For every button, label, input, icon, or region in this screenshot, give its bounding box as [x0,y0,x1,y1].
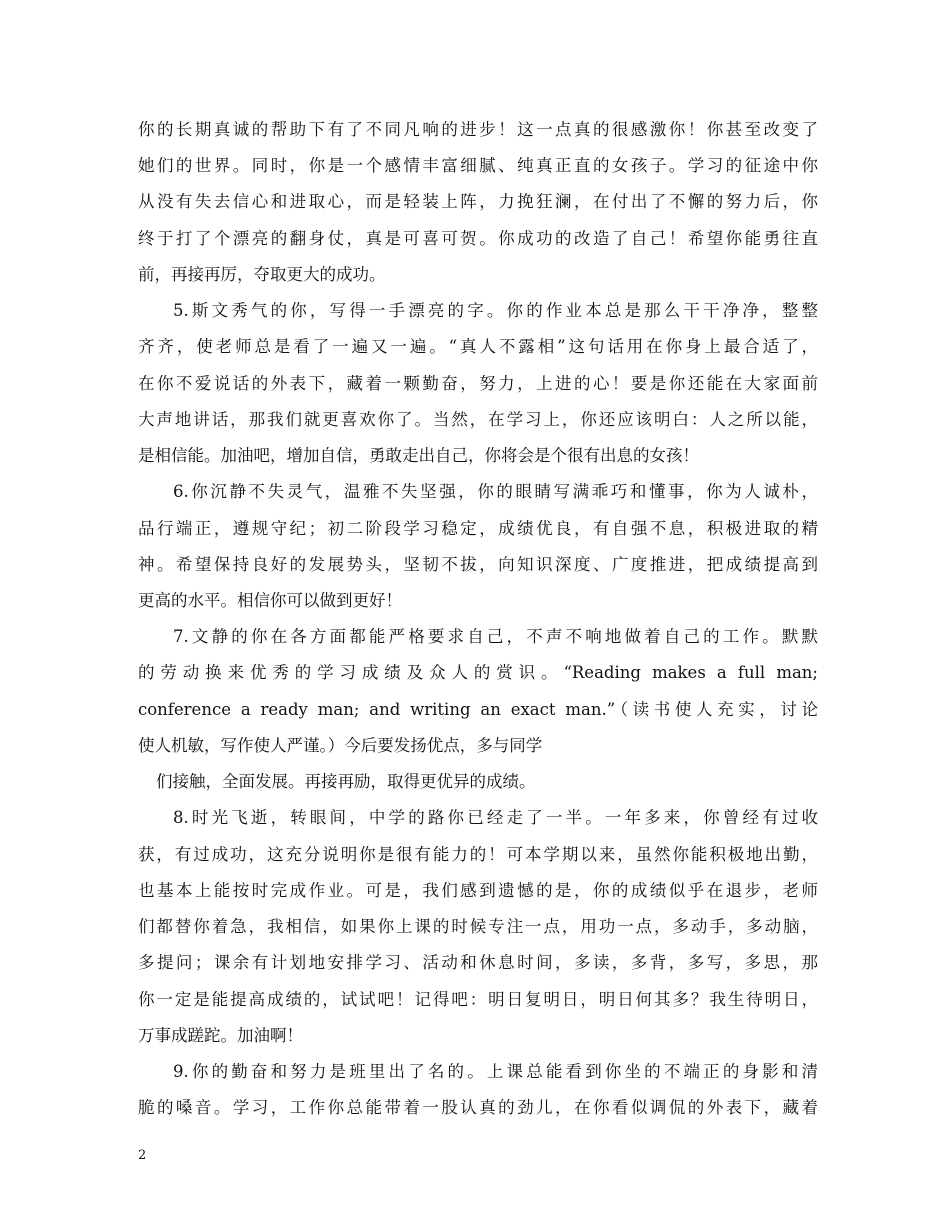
text-line: 从没有失去信心和进取心，而是轻装上阵，力挽狂澜，在付出了不懈的努力后，你 [138,192,818,211]
text-line: 是相信能。加油吧，增加自信，勇敢走出自己，你将会是个很有出息的女孩！ [138,446,699,465]
page-number: 2 [138,1148,147,1163]
text-line: 们都替你着急，我相信，如果你上课的时候专注一点，用功一点，多动手，多动脑， [138,917,818,936]
text-line: 大声地讲话，那我们就更喜欢你了。当然，在学习上，你还应该明白：人之所以能， [138,410,818,429]
paragraph-start-8: 8.时光飞逝，转眼间，中学的路你已经走了一半。一年多来，你曾经有过收 [173,808,818,827]
text-line: 终于打了个漂亮的翻身仗，真是可喜可贺。你成功的改造了自己！希望你能勇往直 [138,229,818,248]
text-line: 更高的水平。相信你可以做到更好！ [138,591,402,610]
text-line: 齐齐，使老师总是看了一遍又一遍。“真人不露相”这句话用在你身上最合适了， [138,337,818,356]
text-line: 也基本上能按时完成作业。可是，我们感到遗憾的是，你的成绩似乎在退步，老师 [138,881,818,900]
text-line: 万事成蹉跎。加油啊！ [138,1026,303,1045]
text-line: 在你不爱说话的外表下，藏着一颗勤奋，努力，上进的心！要是你还能在大家面前 [138,374,818,393]
text-line: 她们的世界。同时，你是一个感情丰富细腻、纯真正直的女孩子。学习的征途中你 [138,156,818,175]
text-line: 的劳动换来优秀的学习成绩及众人的赏识。“Reading makes a full man; [138,663,818,682]
text-line: conference a ready man; and writing an exact man.”（读书使人充实，讨论 [138,700,818,719]
paragraph-start-7: 7.文静的你在各方面都能严格要求自己，不声不响地做着自己的工作。默默 [173,627,818,646]
text-line: 获，有过成功，这充分说明你是很有能力的！可本学期以来，虽然你能积极地出勤， [138,845,818,864]
paragraph-start-9: 9.你的勤奋和努力是班里出了名的。上课总能看到你坐的不端正的身影和清 [173,1062,818,1081]
text-line: 们接触，全面发展。再接再励，取得更优异的成绩。 [156,772,536,791]
text-line: 使人机敏，写作使人严谨。）今后要发扬优点，多与同学 [138,736,543,755]
text-line: 脆的嗓音。学习，工作你总能带着一股认真的劲儿，在你看似调侃的外表下，藏着 [138,1098,818,1117]
text-line: 你一定是能提高成绩的，试试吧！记得吧：明日复明日，明日何其多？我生待明日， [138,990,818,1009]
paragraph-start-5: 5.斯文秀气的你，写得一手漂亮的字。你的作业本总是那么干干净净，整整 [173,301,818,320]
text-line: 多提问；课余有计划地安排学习、活动和休息时间，多读，多背，多写，多思，那 [138,953,818,972]
text-line: 神。希望保持良好的发展势头，坚韧不拔，向知识深度、广度推进，把成绩提高到 [138,555,818,574]
paragraph-start-6: 6.你沉静不失灵气，温雅不失坚强，你的眼睛写满乖巧和懂事，你为人诚朴， [173,482,818,501]
text-line: 前，再接再厉，夺取更大的成功。 [138,265,386,284]
text-line: 品行端正，遵规守纪；初二阶段学习稳定，成绩优良，有自强不息，积极进取的精 [138,519,818,538]
text-line: 你的长期真诚的帮助下有了不同凡响的进步！这一点真的很感激你！你甚至改变了 [138,120,818,139]
